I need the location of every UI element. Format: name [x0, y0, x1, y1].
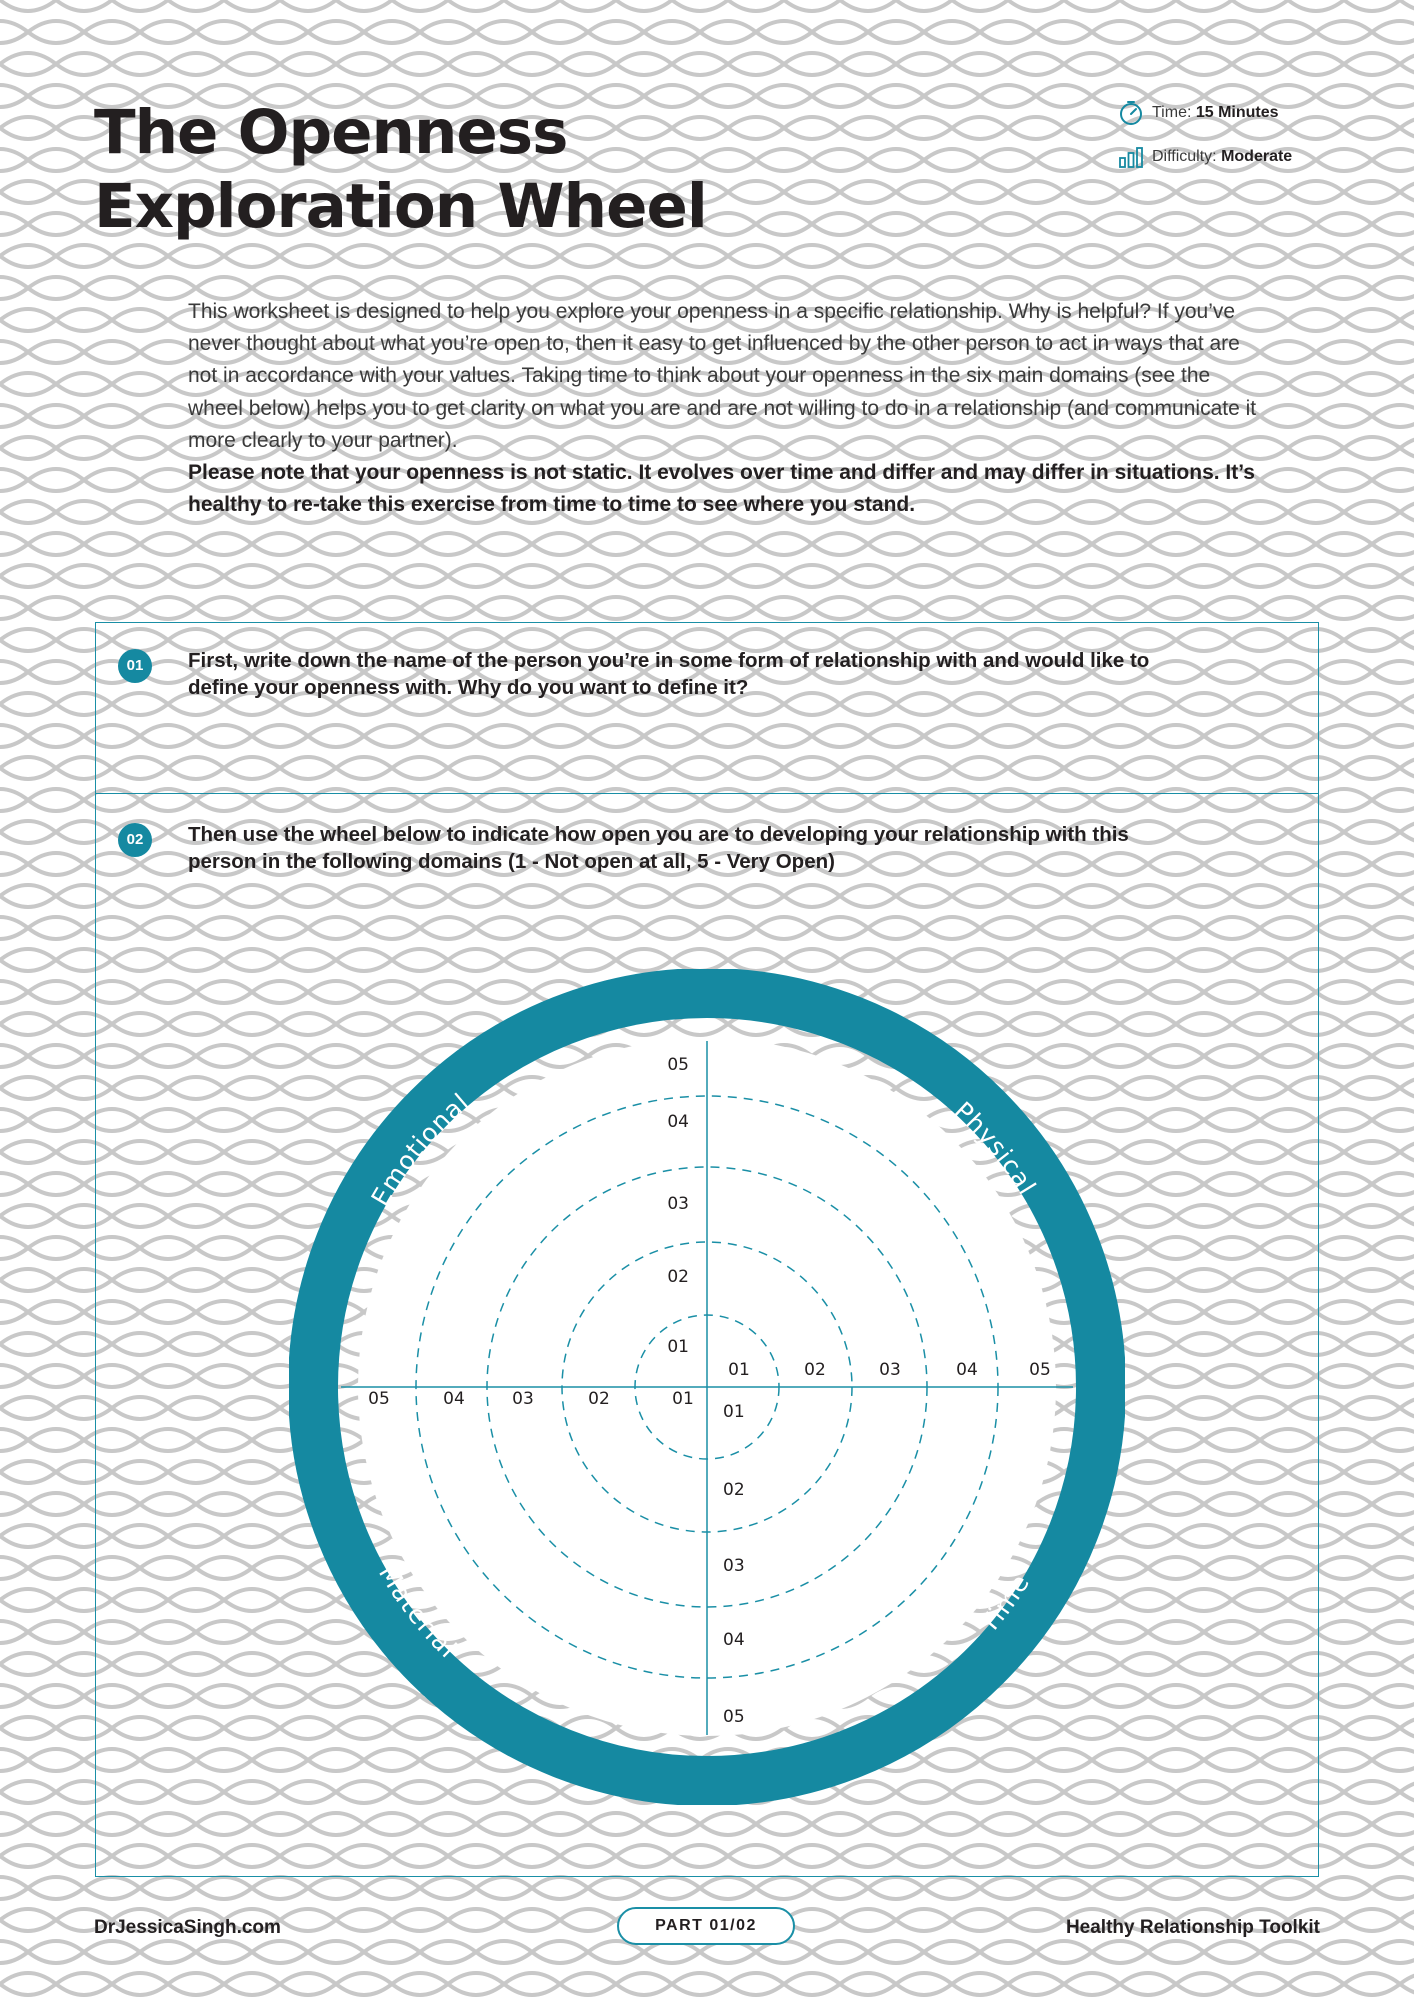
- domain-emotional-label: Emotional: [365, 1087, 475, 1211]
- bar-chart-icon: [1118, 144, 1144, 170]
- exercise-meta: [1118, 100, 1398, 188]
- footer-part-badge: PART 01/02: [617, 1907, 795, 1945]
- domain-time-label: Time: [973, 1568, 1036, 1639]
- down-label-1: 01: [723, 1402, 745, 1422]
- difficulty-label: Difficulty:: [1152, 148, 1217, 165]
- intro-text: [188, 296, 1258, 521]
- title-line-2: Exploration Wheel: [94, 171, 707, 242]
- title-line-1: The Openness: [94, 97, 568, 168]
- step-2-text: Then use the wheel below to indicate how open you are to developing your relationship with this person in the following domains (1 - Not open at all, 5 - Very Open): [188, 823, 1129, 873]
- up-label-5: 05: [667, 1055, 689, 1075]
- down-label-4: 04: [723, 1630, 745, 1650]
- left-label-5: 05: [368, 1389, 390, 1409]
- difficulty-value: Moderate: [1221, 148, 1293, 165]
- intro-paragraph: This worksheet is designed to help you explore your openness in a specific relationship. Why is helpful? If you’ve never thought about what you’re open to, then it easy to get influenced by the other person to act in ways that are not in accordance with your values. Taking time to think about your openness in the six main domains (see the wheel below) helps you to get clarity on what you are and are not willing to do in a relationship (and communicate it more clearly to your partner).: [188, 300, 1257, 452]
- time-label: Time:: [1152, 104, 1192, 121]
- openness-wheel: [289, 969, 1125, 1805]
- right-label-2: 02: [804, 1360, 826, 1380]
- section-divider: [96, 793, 1318, 794]
- difficulty-row: [1118, 144, 1398, 170]
- footer-toolkit: Healthy Relationship Toolkit: [1065, 1917, 1320, 1938]
- right-label-1: 01: [728, 1360, 750, 1380]
- domain-material-label: Material: [373, 1559, 464, 1664]
- left-label-2: 02: [588, 1389, 610, 1409]
- up-label-4: 04: [667, 1112, 689, 1132]
- right-label-4: 04: [956, 1360, 978, 1380]
- step-2-number: 02: [118, 823, 152, 857]
- down-label-5: 05: [723, 1707, 745, 1727]
- page-title: [94, 96, 854, 244]
- step-1-text: First, write down the name of the person you’re in some form of relationship with and would like to define your openness with. Why do you want to define it?: [188, 649, 1150, 699]
- time-value: 15 Minutes: [1195, 104, 1279, 121]
- step-1-number: 01: [118, 649, 152, 683]
- up-label-1: 01: [667, 1337, 689, 1357]
- left-label-1: 01: [672, 1389, 694, 1409]
- time-row: [1118, 100, 1398, 126]
- right-label-3: 03: [879, 1360, 901, 1380]
- left-label-3: 03: [512, 1389, 534, 1409]
- up-label-2: 02: [667, 1267, 689, 1287]
- stopwatch-icon: [1118, 100, 1144, 126]
- right-label-5: 05: [1029, 1360, 1051, 1380]
- left-label-4: 04: [443, 1389, 465, 1409]
- down-label-2: 02: [723, 1480, 745, 1500]
- domain-physical-label: Physical: [948, 1096, 1042, 1201]
- down-label-3: 03: [723, 1556, 745, 1576]
- intro-note: Please note that your openness is not static. It evolves over time and differ and may differ in situations. It’s healthy to re-take this exercise from time to time to see where you stand.: [188, 461, 1255, 517]
- footer-website: DrJessicaSingh.com: [94, 1917, 281, 1938]
- up-label-3: 03: [667, 1194, 689, 1214]
